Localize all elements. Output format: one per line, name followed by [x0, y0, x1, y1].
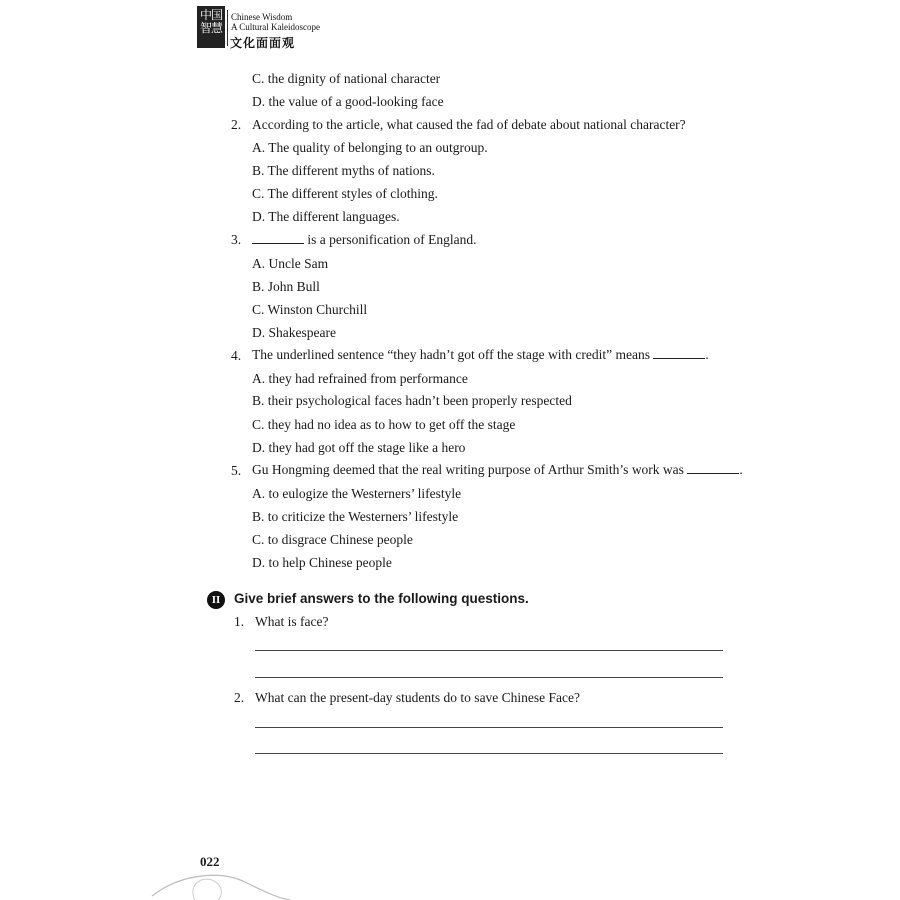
q2-number: 2.	[231, 117, 242, 132]
q3-option-b: B. John Bull	[252, 279, 320, 294]
q4-option-b: B. their psychological faces hadn’t been properly respected	[252, 393, 572, 408]
q2-option-d: D. The different languages.	[252, 209, 400, 224]
q2-text: According to the article, what caused the fad of debate about national character?	[252, 117, 686, 132]
q4-number: 4.	[231, 348, 242, 363]
q5-blank	[687, 462, 739, 474]
q5-option-d: D. to help Chinese people	[252, 555, 392, 570]
short-q1-number: 1.	[234, 614, 245, 629]
decorative-swirl-icon	[150, 868, 300, 900]
q5-number: 5.	[231, 463, 242, 478]
section-title: Give brief answers to the following questions.	[234, 591, 529, 606]
q3-number: 3.	[231, 232, 242, 247]
answer-line	[255, 753, 723, 754]
book-title-line2: A Cultural Kaleidoscope	[231, 22, 320, 32]
book-title-line1: Chinese Wisdom	[231, 12, 293, 22]
q4-question: The underlined sentence “they hadn’t got off the stage with credit” means .	[252, 347, 709, 362]
q3-option-a: A. Uncle Sam	[252, 256, 329, 271]
short-q2-number: 2.	[234, 690, 245, 705]
answer-line	[255, 727, 723, 728]
answer-line	[255, 677, 723, 678]
q1-option-d: D. the value of a good-looking face	[252, 94, 444, 109]
book-title-chinese: 文化面面观	[230, 36, 296, 50]
q2-option-b: B. The different myths of nations.	[252, 163, 435, 178]
q4-text: The underlined sentence “they hadn’t got off the stage with credit” means	[252, 347, 650, 362]
q1-option-c: C. the dignity of national character	[252, 71, 441, 86]
q3-question	[252, 232, 476, 248]
q5-question: Gu Hongming deemed that the real writing purpose of Arthur Smith’s work was .	[252, 462, 743, 477]
q3-blank	[252, 232, 304, 244]
short-q2-text: What can the present-day students do to save Chinese Face?	[255, 690, 581, 705]
header-divider	[227, 10, 228, 46]
q4-option-a: A. they had refrained from performance	[252, 371, 468, 386]
q3-text: is a personification of England.	[307, 232, 477, 247]
page-number: 022	[200, 854, 220, 869]
q3-option-d: D. Shakespeare	[252, 325, 336, 340]
q2-option-c: C. The different styles of clothing.	[252, 186, 438, 201]
book-logo: 中国智慧	[197, 6, 225, 48]
q3-option-c: C. Winston Churchill	[252, 302, 368, 317]
section-number-badge: II	[207, 591, 225, 609]
q5-option-b: B. to criticize the Westerners’ lifestyle	[252, 509, 459, 524]
q5-option-c: C. to disgrace Chinese people	[252, 532, 413, 547]
q5-text: Gu Hongming deemed that the real writing purpose of Arthur Smith’s work was	[252, 462, 684, 477]
q4-blank	[653, 347, 705, 359]
q5-option-a: A. to eulogize the Westerners’ lifestyle	[252, 486, 462, 501]
answer-line	[255, 650, 723, 651]
q4-option-d: D. they had got off the stage like a hero	[252, 440, 466, 455]
q4-option-c: C. they had no idea as to how to get off the stage	[252, 417, 516, 432]
q2-option-a: A. The quality of belonging to an outgroup.	[252, 140, 488, 155]
book-header	[197, 4, 387, 52]
short-q1-text: What is face?	[255, 614, 329, 629]
